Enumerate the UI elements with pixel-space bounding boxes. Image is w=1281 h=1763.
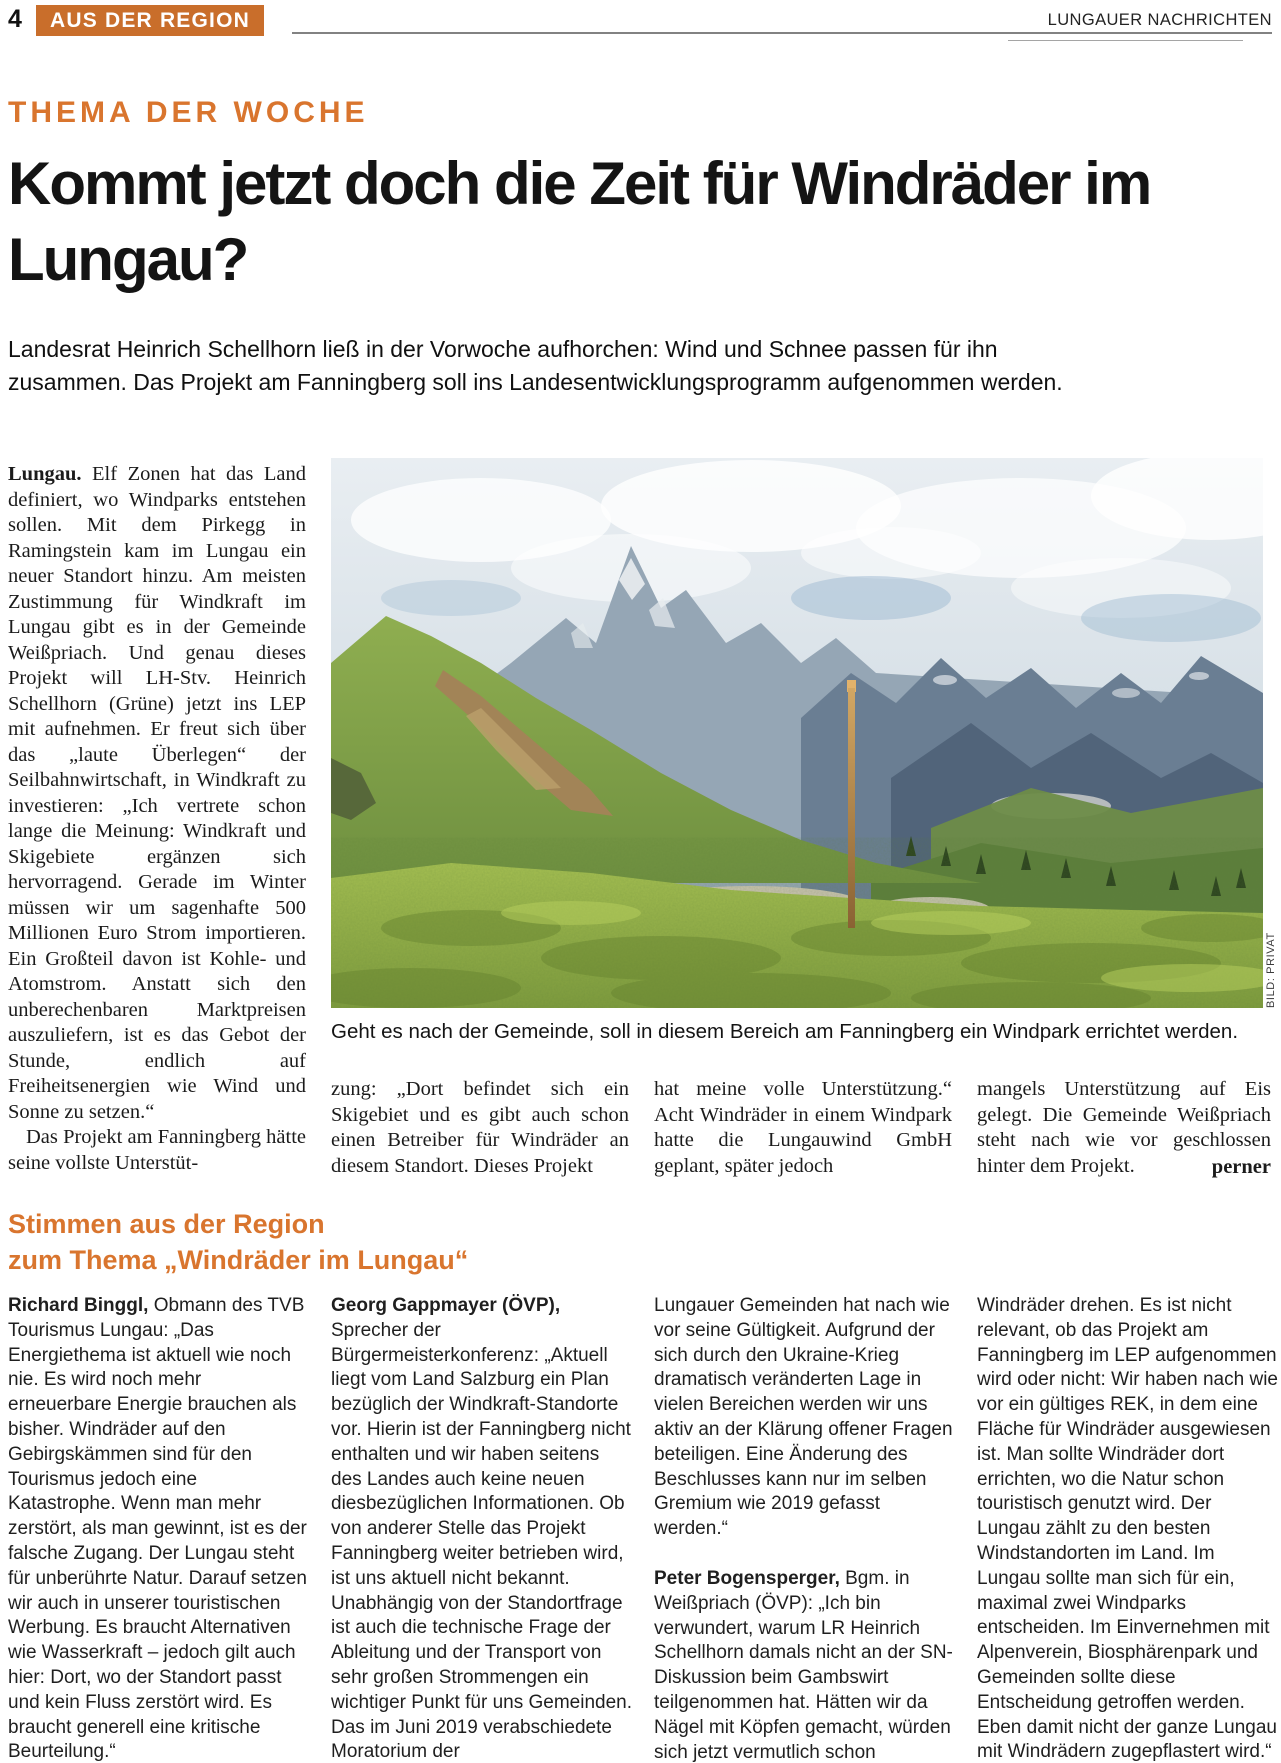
article-text: Das Projekt am Fanningberg hätte seine vollste Unterstüt-: [8, 1126, 306, 1174]
dateline: Lungau.: [8, 463, 82, 485]
voices-column-1: [8, 1294, 310, 1763]
quote-text: Obmann des TVB Tourismus Lungau: „Das Energiethema ist aktuell wie noch nie. Es wird noch mehr erneuerbare Energie brauchen als bisher. Windräder auf den Gebirgskämmen sind für den Tourismus jedoch eine Katastrophe. Wenn man mehr zerstört, als man gewinnt, ist es der falsche Zugang. Der Lungau steht für unberührte Natur. Darauf setzen wir auch in unserer touristischen Werbung. Es braucht Alternativen wie Wasserkraft – jedoch gilt auch hier: Dort, wo der Standort passt und kein Fluss zerstört wird. Es braucht generell eine kritische Beurteilung.“: [8, 1295, 307, 1763]
quote-name: Peter Bogensperger,: [654, 1567, 840, 1589]
article-column-1: [8, 462, 306, 1176]
quote-text: Sprecher der Bürgermeisterkonferenz: „Aktuell liegt vom Land Salzburg ein Plan bezüglich der Windkraft-Standorte vor. Hierin ist der Fanningberg nicht enthalten und wir haben seitens des Landes auch keine neuen diesbezüglichen Informationen. Ob von anderer Stelle das Projekt Fanningberg weiter betrieben wird, ist uns aktuell nicht bekannt. Unabhängig von der Standortfrage ist auch die technische Frage der Ableitung und der Transport von sehr großen Strommengen ein wichtiger Punkt für uns Gemeinden. Das im Juni 2019 verabschiedete Moratorium der: [331, 1319, 632, 1763]
article-column-4: [977, 1077, 1271, 1180]
photo-credit: BILD: PRIVAT: [1265, 932, 1277, 1008]
masthead: LUNGAUER NACHRICHTEN: [1047, 11, 1272, 29]
quote-name: Georg Gappmayer (ÖVP),: [331, 1295, 561, 1316]
article-column-3: hat meine volle Unterstützung.“ Acht Windräder in einem Windpark hatte die Lungauwind GmbH geplant, später jedoch: [654, 1078, 952, 1177]
header-rule: [292, 32, 1272, 34]
quote-text: Windräder drehen. Es ist nicht relevant, ob das Projekt am Fanningberg im LEP aufgenommen wird oder nicht: Wir haben nach wie vor ein gültiges REK, in dem eine Fläche für Windräder ausgewiesen ist. Man sollte Windräder dort errichten, wo die Natur schon touristisch genutzt wird. Der Lungau zählt zu den besten Windstandorten im Land. Im Lungau sollte man sich für ein, maximal zwei Windparks entscheiden. Im Einvernehmen mit Alpenverein, Biosphärenpark und Gemeinden sollte diese Entscheidung getroffen werden. Eben damit nicht der ganze Lungau mit Windrädern zugepflastert wird.“: [977, 1295, 1278, 1763]
quote-text: Lungauer Gemeinden hat nach wie vor seine Gültigkeit. Aufgrund der sich durch den Ukraine-Krieg dramatisch veränderten Lage in vielen Bereichen werden wir uns aktiv an der Klärung offener Fragen beteiligen. Eine Änderung des Beschlusses kann nur im selben Gremium wie 2019 gefasst werden.“: [654, 1295, 953, 1540]
lead-paragraph: Landesrat Heinrich Schellhorn ließ in der Vorwoche aufhorchen: Wind und Schnee passen für ihn zusammen. Das Projekt am Fanningberg soll ins Landesentwicklungsprogramm aufgenommen werden.: [8, 336, 1063, 395]
photo-caption: Geht es nach der Gemeinde, soll in diesem Bereich am Fanningberg ein Windpark errichtet werden.: [331, 1020, 1239, 1043]
header-subrule: [1008, 40, 1243, 41]
wooden-pole: [847, 680, 856, 928]
kicker: THEMA DER WOCHE: [8, 96, 369, 129]
voices-column-4: [977, 1294, 1279, 1763]
article-column-2: zung: „Dort befindet sich ein Skigebiet und es gibt auch schon einen Betreiber für Windräder an diesem Standort. Dieses Projekt: [331, 1078, 629, 1177]
section-badge: AUS DER REGION: [36, 5, 264, 36]
voices-heading: [8, 1206, 468, 1278]
voices-column-2: [331, 1294, 633, 1763]
headline: Kommt jetzt doch die Zeit für Windräder im Lungau?: [8, 150, 1151, 293]
alpine-landscape-graphic: [331, 458, 1263, 1008]
article-photo: [331, 458, 1263, 1008]
article-text: Elf Zonen hat das Land definiert, wo Windparks entstehen sollen. Mit dem Pirkegg in Ramingstein kam im Lungau ein neuer Standort hinzu. Am meisten Zustimmung für Windkraft im Lungau gibt es in der Gemeinde Weißpriach. Und genau dieses Projekt will LH-Stv. Heinrich Schellhorn (Grüne) jetzt ins LEP mit aufnehmen. Er freut sich über das „laute Überlegen“ der Seilbahnwirtschaft, in Windkraft zu investieren: „Ich vertrete schon lange die Meinung: Windkraft und Skigebiete ergänzen sich hervorragend. Gerade im Winter müssen wir um sagenhafte 500 Millionen Euro Strom importieren. Ein Großteil davon ist Kohle- und Atomstrom. Anstatt sich den unberechenbaren Marktpreisen auszuliefern, ist es das Gebot der Stunde, endlich auf Freiheitsenergien wie Wind und Sonne zu setzen.“: [8, 463, 306, 1123]
page-number: 4: [8, 5, 22, 33]
voices-column-3: [654, 1294, 956, 1763]
meadow: [331, 853, 1263, 1008]
voices-heading-line1: Stimmen aus der Region: [8, 1209, 325, 1239]
quote-name: Richard Binggl,: [8, 1295, 149, 1316]
article-text: mangels Unterstützung auf Eis gelegt. Die Gemeinde Weißpriach steht nach wie vor geschlossen hinter dem Projekt.: [977, 1078, 1271, 1177]
voices-heading-line2: zum Thema „Windräder im Lungau“: [8, 1245, 469, 1275]
article-byline: perner: [1211, 1155, 1271, 1178]
quote-text: Bgm. in Weißpriach (ÖVP): „Ich bin verwundert, warum LR Heinrich Schellhorn damals nicht an der SN-Diskussion beim Gambswirt teilgenommen hat. Hätten wir da Nägel mit Köpfen gemacht, würden sich jetzt vermutlich schon: [654, 1567, 953, 1763]
